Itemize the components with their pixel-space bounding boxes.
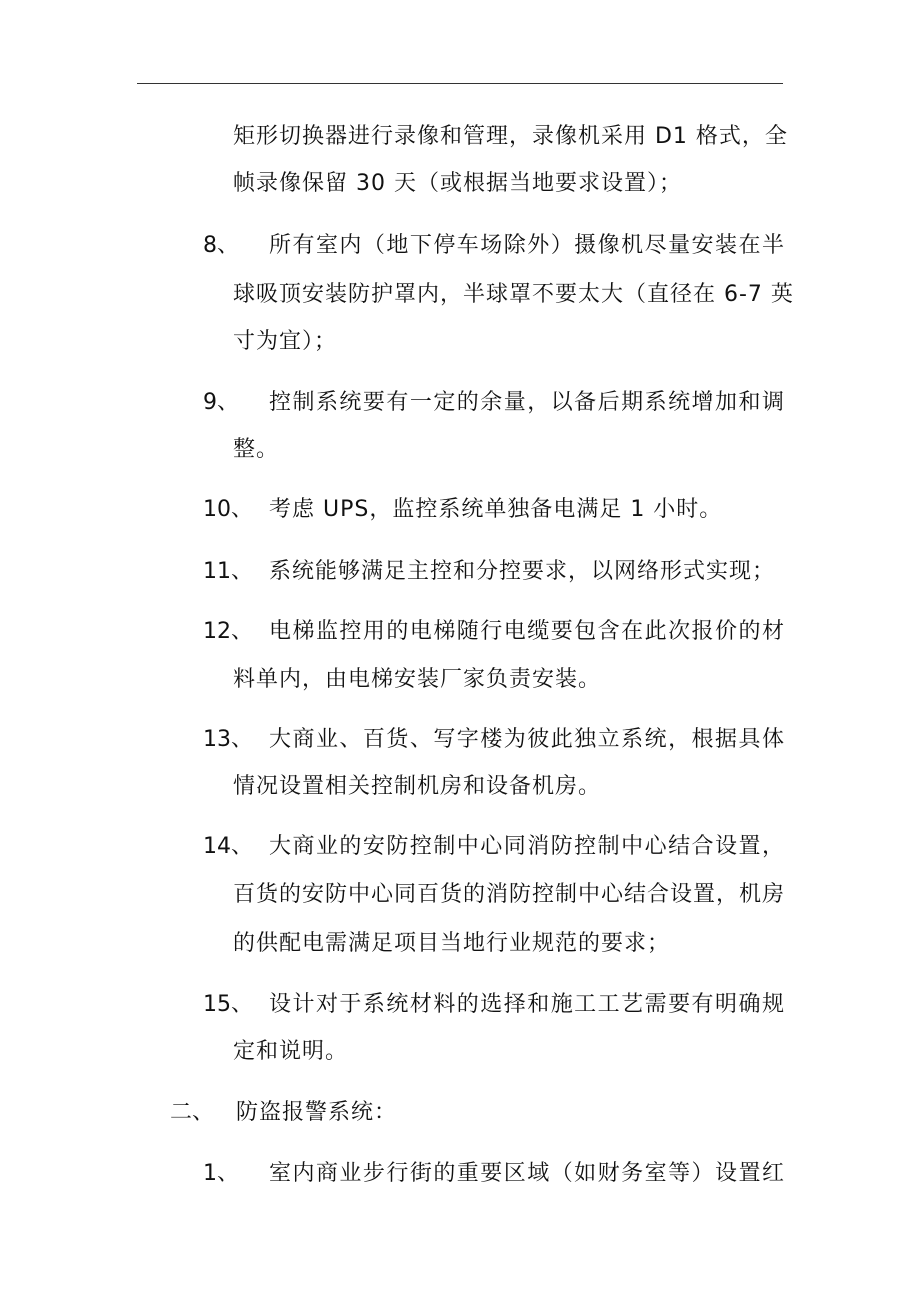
list-item-number: 12、 <box>203 619 253 644</box>
list-item-first-line: 室内商业步行街的重要区域（如财务室等）设置红 <box>269 1161 785 1186</box>
continuation-line-2: 帧录像保留 30 天（或根据当地要求设置）； <box>233 171 682 196</box>
list-item-first-line: 电梯监控用的电梯随行电缆要包含在此次报价的材 <box>269 619 785 644</box>
list-item-line: 寸为宜）； <box>233 329 338 354</box>
list-item-first-line: 考虑 UPS，监控系统单独备电满足 1 小时。 <box>269 497 723 522</box>
header-rule <box>137 83 783 84</box>
list-item-line: 百货的安防中心同百货的消防控制中心结合设置，机房 <box>233 882 786 907</box>
list-item-line: 料单内，由电梯安装厂家负责安装。 <box>233 667 602 692</box>
list-item-first-line: 设计对于系统材料的选择和施工工艺需要有明确规 <box>269 992 785 1017</box>
list-item-number: 14、 <box>203 834 253 859</box>
list-item-first-line: 大商业、百货、写字楼为彼此独立系统，根据具体 <box>269 727 785 752</box>
continuation-line-1: 矩形切换器进行录像和管理，录像机采用 D1 格式，全 <box>233 124 788 149</box>
list-item-number: 9、 <box>203 390 239 415</box>
list-item-line: 的供配电需满足项目当地行业规范的要求； <box>233 931 671 956</box>
list-item-number: 13、 <box>203 727 253 752</box>
section-number: 二、 <box>170 1100 215 1125</box>
list-item-line: 情况设置相关控制机房和设备机房。 <box>233 774 602 799</box>
list-item-line: 整。 <box>233 437 280 462</box>
list-item-first-line: 所有室内（地下停车场除外）摄像机尽量安装在半 <box>269 233 785 258</box>
list-item-number: 1、 <box>203 1161 239 1186</box>
list-item-number: 8、 <box>203 233 239 258</box>
list-item-line: 球吸顶安装防护罩内，半球罩不要太大（直径在 6-7 英 <box>233 282 794 307</box>
list-item-first-line: 控制系统要有一定的余量，以备后期系统增加和调 <box>269 390 785 415</box>
list-item-number: 11、 <box>203 559 253 584</box>
list-item-first-line: 大商业的安防控制中心同消防控制中心结合设置， <box>269 834 785 859</box>
list-item-first-line: 系统能够满足主控和分控要求，以网络形式实现； <box>269 559 776 584</box>
section-title: 防盗报警系统： <box>236 1100 398 1125</box>
list-item-line: 定和说明。 <box>233 1039 349 1064</box>
list-item-number: 10、 <box>203 497 253 522</box>
list-item-number: 15、 <box>203 992 253 1017</box>
